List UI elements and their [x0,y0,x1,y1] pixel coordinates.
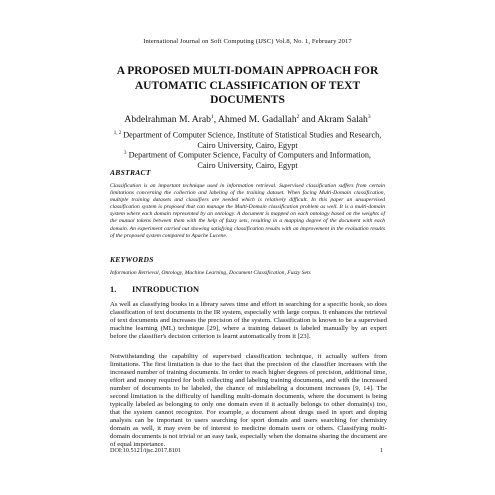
affiliation-line: Cairo University, Cairo, Egypt [197,140,298,150]
affiliation-2 [0,149,495,171]
affiliation-line: Department of Computer Science, Institute of Statistical Studies and Research, [121,130,382,140]
section-heading [110,285,199,294]
author-separator: and [299,114,318,126]
keywords-text: Information Retrieval, Ontology, Machine Learning, Document Classification, Fuzzy Sets [110,270,311,276]
paper-title [70,64,425,108]
affiliation-sup: 3 [124,151,127,156]
affiliation-1 [0,129,495,151]
author-name: Abdelrahman M. Arab [124,114,211,126]
title-line-3: DOCUMENTS [210,94,285,106]
affiliation-sup: 1, 2 [113,131,122,136]
keywords-heading: KEYWORDS [110,255,154,264]
affiliation-line: Cairo University, Cairo, Egypt [197,160,298,170]
journal-header: International Journal on Soft Computing (IJSC) Vol.8, No. 1, February 2017 [143,38,352,45]
author-name: Akram Salah [317,114,368,126]
doi-footer: DOI:10.5121/ijsc.2017.8101 [110,447,181,454]
body-paragraph: Notwithstanding the capability of supervised classification technique, it actually suffers from limitations. The first limitation is due to the fact that the precision of the classifier increases with the increased number of training documents. In order to reach higher degrees of precision, additional time, effort and money required for both collecting and labeling training documents, and with the increased number of documents to be labeled, the chance of mislabeling a document increases [9, 14]. The second limitation is the difficulty of handling multi-domain documents, where the document is being typically labeled as belonging to only one domain even if it actually belongs to other domain(s) too, that the system cannot recognize. For example, a document about drugs used in sport and doping analysis can be important to users searching for sport domain and users searching for chemistry domain as well, it may even be of interest to medicine domain users or others. Classifying multi-domain documents is not trivial or an easy task, especially when the domains sharing the document are of equal importance. [110,353,387,448]
section-number: 1. [110,285,117,294]
author-list [0,114,495,125]
author-name: Ahmed M. Gadallah [218,114,297,126]
abstract-text: Classification is an important technique used in information retrieval. Supervised classification suffers from certain limitations concerning the collection and labeling of the training dataset. When facing Multi-Domain classification, multiple training datasets and classifiers are needed which is relatively difficult. In this paper an unsupervised classification system is proposed that can manage the Multi-Domain classification problem as well. It is a multi-domain system where each domain represented by an ontology. A document is mapped on each ontology based on the weights of the mutual tokens between them with the help of fuzzy sets, resulting in a mapping degree of the document with each domain. An experiment carried out showing satisfying classification results with an improvement in the evaluation results of the proposed system compared to Apache Lucene. [110,183,385,239]
abstract-heading: ABSTRACT [110,168,151,177]
section-title: INTRODUCTION [132,285,200,294]
title-line-2: AUTOMATIC CLASSIFICATION OF TEXT [134,79,361,92]
author-sup: 1 [210,114,214,120]
author-sup: 3 [367,114,371,120]
title-line-1: A PROPOSED MULTI-DOMAIN APPROACH FOR [116,65,379,77]
author-sup: 2 [296,114,300,120]
author-separator: , [213,114,219,126]
body-paragraph: As well as classifying books in a library saves time and effort in searching for a specific book, so does classification of text documents in the IR system, especially with large corpus. It enhances the retrieval of text documents and increases the precision of the system. Classification is known to be a supervised machine learning (ML) technique [29], where a training dataset is labeled manually by an expert before the classifier's decision criterion is learnt automatically from it [23]. [110,301,387,340]
affiliation-line: Department of Computer Science, Faculty of Computers and Information, [126,150,371,160]
page-number: 1 [380,447,384,454]
